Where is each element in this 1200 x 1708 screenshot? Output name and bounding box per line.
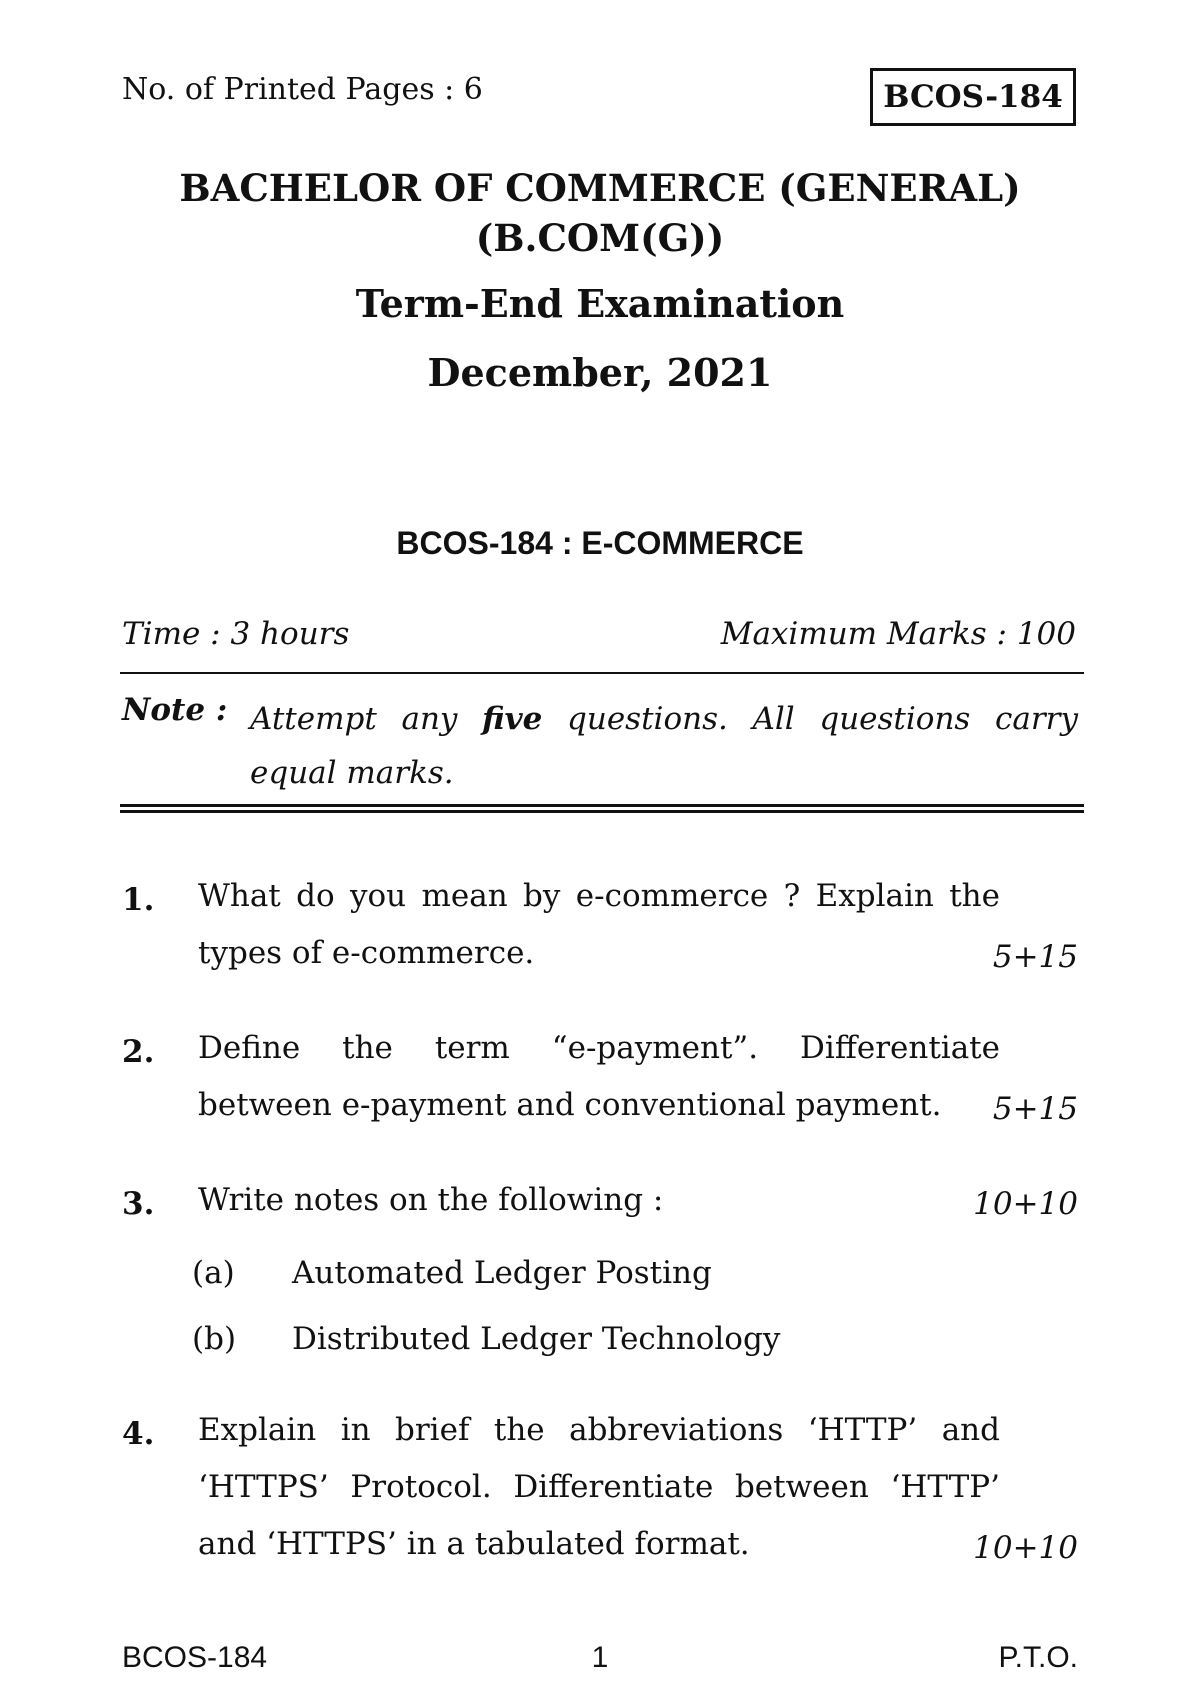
question-1-line-1: What do you mean by e-commerce ? Explain the	[198, 878, 1000, 914]
question-1-number: 1.	[122, 882, 155, 918]
exam-name: Term-End Examination	[355, 281, 845, 326]
question-2-line-2: between e-payment and conventional payment.	[198, 1087, 942, 1123]
question-2-number: 2.	[122, 1034, 155, 1070]
printed-pages-count: No. of Printed Pages : 6	[122, 72, 483, 107]
maximum-marks: Maximum Marks : 100	[720, 616, 1076, 652]
question-3a-text: Automated Ledger Posting	[292, 1255, 712, 1291]
question-3-marks: 10+10	[973, 1186, 1078, 1222]
question-2-line-1: Define the term “e-payment”. Differentiate	[198, 1030, 1000, 1066]
question-4-line-2: ‘HTTPS’ Protocol. Differentiate between ‘HTTP’	[198, 1469, 1000, 1505]
course-title: BCOS-184 : E-COMMERCE	[396, 525, 804, 561]
question-3b-text: Distributed Ledger Technology	[292, 1321, 781, 1357]
degree-abbreviation: (B.COM(G))	[475, 216, 725, 260]
note-text	[250, 692, 1078, 800]
exam-date: December, 2021	[427, 350, 773, 395]
double-divider-line	[120, 804, 1084, 813]
question-4-marks: 10+10	[973, 1530, 1078, 1566]
question-2-marks: 5+15	[992, 1091, 1078, 1127]
question-4-line-3: and ‘HTTPS’ in a tabulated format.	[198, 1526, 750, 1562]
page-number: 1	[591, 1641, 609, 1674]
question-3-line-1: Write notes on the following :	[198, 1182, 664, 1218]
note-text-end: questions. All questions carry equal marks.	[250, 701, 1078, 791]
exam-duration: Time : 3 hours	[122, 616, 350, 652]
footer-paper-code: BCOS-184	[122, 1641, 268, 1674]
divider-line	[120, 672, 1084, 674]
question-3a-label: (a)	[192, 1255, 235, 1291]
question-1-marks: 5+15	[992, 939, 1078, 975]
question-3b-label: (b)	[192, 1321, 237, 1357]
question-4-number: 4.	[122, 1416, 155, 1452]
note-label: Note :	[122, 692, 228, 728]
question-3-number: 3.	[122, 1186, 155, 1222]
paper-code-box: BCOS-184	[870, 68, 1076, 126]
question-4-line-1: Explain in brief the abbreviations ‘HTTP’ and	[198, 1412, 1000, 1448]
note-text-start: Attempt any	[250, 701, 483, 737]
degree-title: BACHELOR OF COMMERCE (GENERAL)	[179, 166, 1021, 210]
note-emphasis: five	[482, 701, 543, 737]
please-turn-over: P.T.O.	[998, 1641, 1078, 1674]
question-1-line-2: types of e-commerce.	[198, 935, 535, 971]
